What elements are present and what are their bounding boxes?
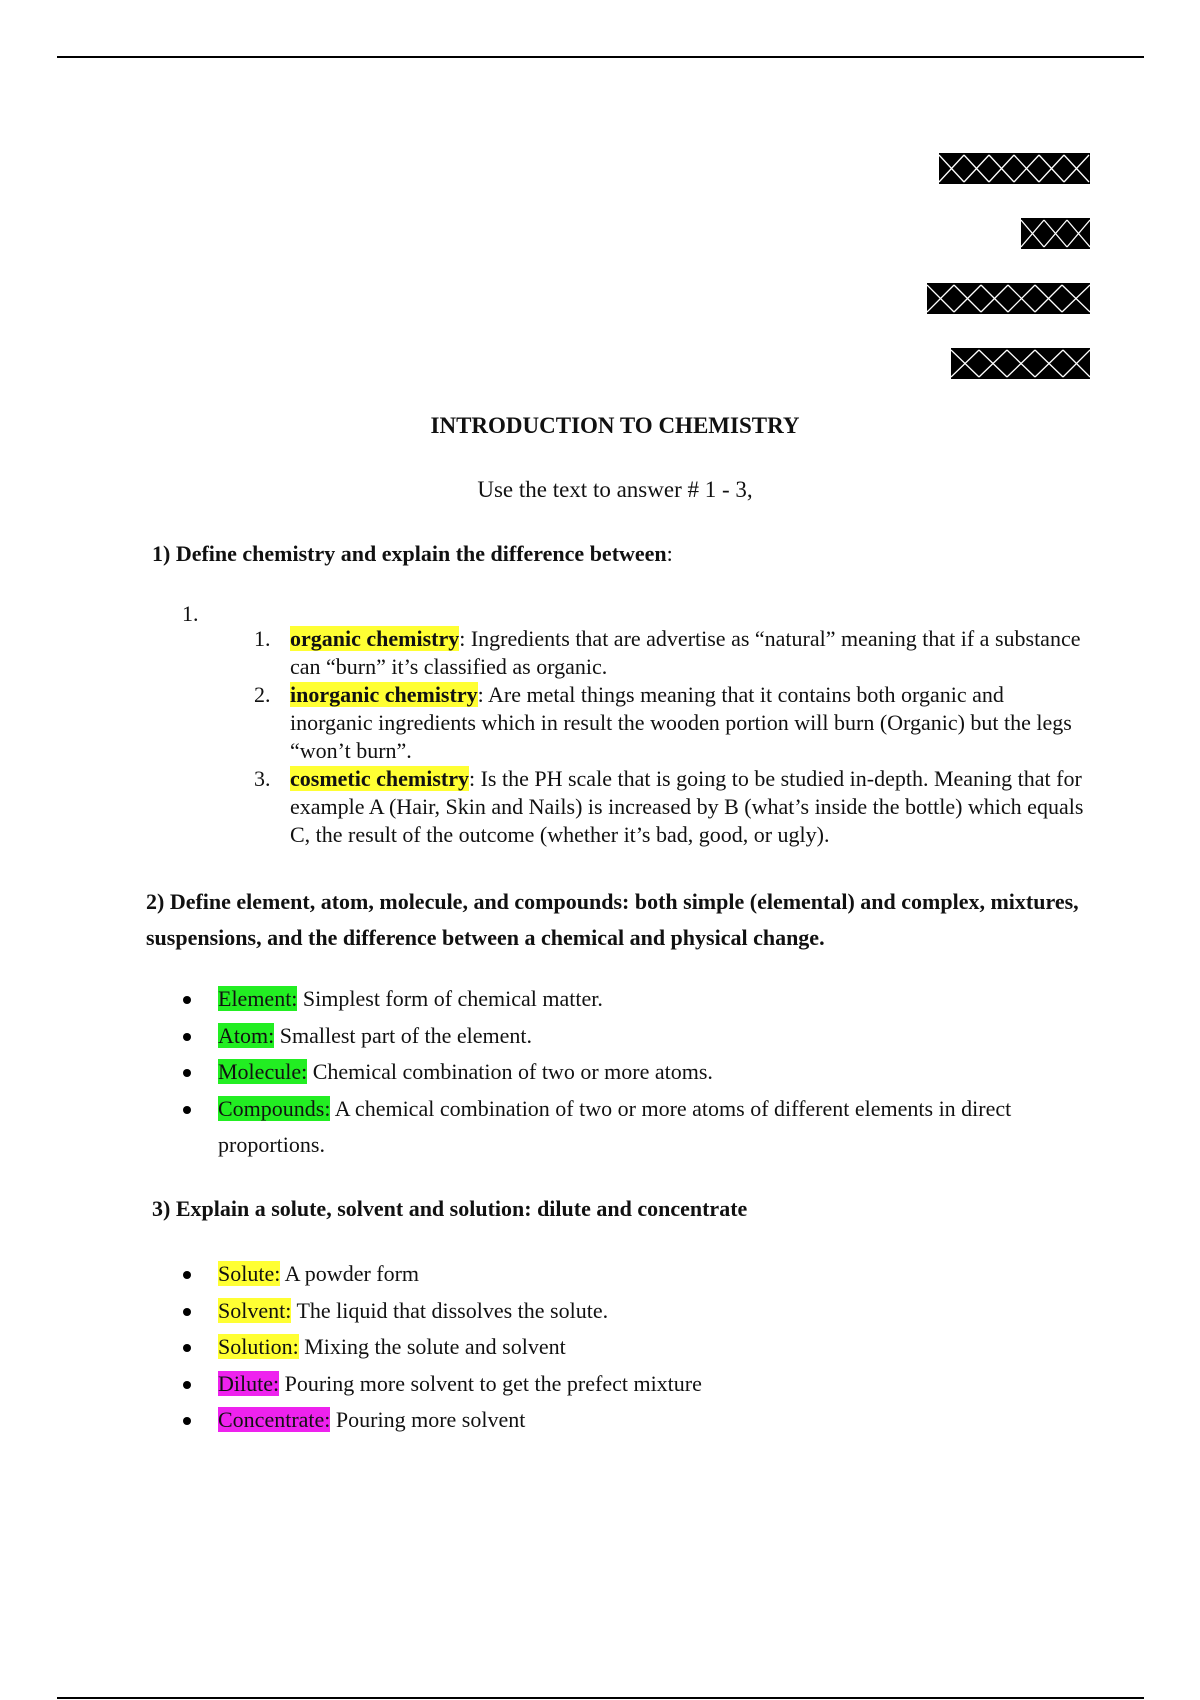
redacted-block-2 [1021,218,1090,249]
term-solute: Solute: [218,1261,281,1286]
question-1-heading-colon: : [666,541,673,566]
term-cosmetic-chemistry: cosmetic chemistry [290,766,469,791]
bullet-icon [183,1417,191,1425]
outer-list-number: 1. [182,601,199,626]
redacted-block-1 [939,153,1090,184]
list-item [180,981,1060,1018]
matter-terms-list [180,981,1060,1164]
definition-text: The liquid that dissolves the solute. [291,1297,609,1323]
term-compounds: Compounds: [218,1095,331,1121]
list-item-number: 1. [254,626,271,651]
bottom-rule [57,1697,1144,1699]
term-element: Element: [218,986,298,1011]
bullet-icon [183,1069,191,1077]
definition-text: : Is the PH scale that is going to be studied in-depth. Meaning that for example A (Hair, Skin and Nails) is increased by B (what’s inside the bottle) which equals C, the result of the outcome (whether it’s bad, good, or ugly). [290,766,1084,847]
list-item [180,1293,1060,1330]
definition-text: Simplest form of chemical matter. [297,986,603,1011]
term-solvent: Solvent: [218,1297,292,1323]
question-2-heading: 2) Define element, atom, molecule, and compounds: both simple (elemental) and complex, mixtures, suspensions, and the difference between a chemical and physical change. [146,889,1079,950]
list-item [180,1366,1060,1403]
definition-text: Mixing the solute and solvent [298,1334,566,1359]
list-item [180,1256,1060,1293]
question-3-heading: 3) Explain a solute, solvent and solution: dilute and concentrate [152,1196,748,1221]
bullet-icon [183,1381,191,1389]
bullet-icon [183,1271,191,1279]
term-molecule: Molecule: [218,1059,308,1084]
term-dilute: Dilute: [218,1370,280,1396]
question-1-heading-text: 1) Define chemistry and explain the difference between [152,541,667,566]
redacted-block-3 [927,283,1090,314]
question-1-heading [152,541,673,567]
definition-text: : Ingredients that are advertise as “natural” meaning that if a substance can “burn” it’s classified as organic. [290,626,1081,679]
list-item-number: 2. [254,682,271,707]
definition-text: Chemical combination of two or more atoms. [307,1059,713,1084]
definition-text: A powder form [280,1261,420,1286]
term-atom: Atom: [218,1022,275,1048]
instruction-text: Use the text to answer # 1 - 3, [477,477,753,502]
bullet-icon [183,1344,191,1352]
list-item [180,1402,1060,1439]
term-concentrate: Concentrate: [218,1407,331,1432]
list-item [180,1018,1060,1055]
list-item-number: 3. [254,766,271,791]
document-title: INTRODUCTION TO CHEMISTRY [430,413,800,438]
term-solution: Solution: [218,1334,299,1359]
top-rule [57,56,1144,58]
definition-text: Pouring more solvent [330,1407,526,1432]
term-organic-chemistry: organic chemistry [290,626,460,651]
definition-text: A chemical combination of two or more atoms of different elements in direct proportions. [218,1095,1012,1157]
definition-text: Pouring more solvent to get the prefect mixture [279,1370,702,1396]
list-item [240,681,1090,765]
bullet-icon [183,996,191,1004]
bullet-icon [183,1308,191,1316]
list-item [240,765,1090,849]
definition-text: : Are metal things meaning that it contains both organic and inorganic ingredients which in result the wooden portion will burn (Organic) but the legs “won’t burn”. [290,682,1072,763]
bullet-icon [183,1106,191,1114]
list-item [240,625,1090,681]
term-inorganic-chemistry: inorganic chemistry [290,682,478,707]
list-item [180,1054,1060,1091]
list-item [180,1329,1060,1366]
redacted-block-4 [951,348,1090,379]
definition-text: Smallest part of the element. [274,1022,533,1048]
solution-terms-list [180,1256,1060,1439]
chemistry-types-list [240,625,1090,849]
bullet-icon [183,1033,191,1041]
list-item [180,1091,1060,1164]
